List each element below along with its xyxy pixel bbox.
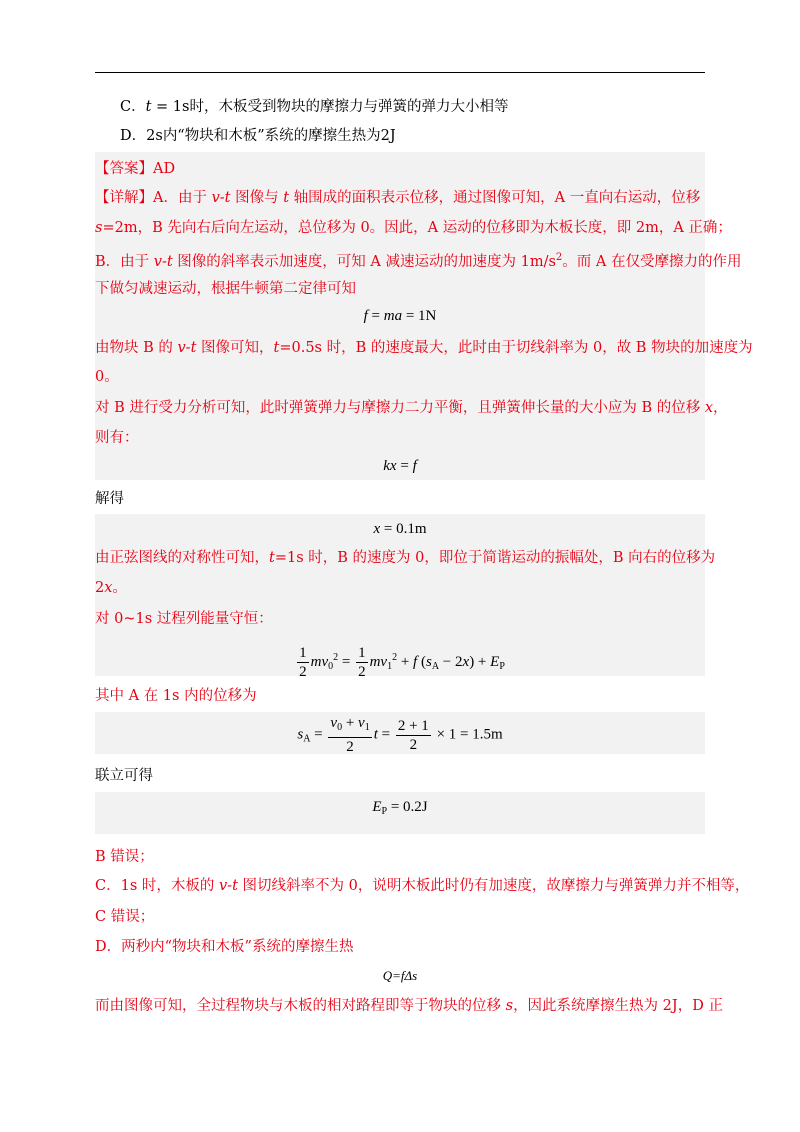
analysis-line-8: 则有：	[95, 430, 139, 446]
analysis-line-19: 而由图像可知，全过程物块与木板的相对路程即等于物块的位移 s，因此系统摩擦生热为 2J，D 正	[95, 998, 723, 1014]
analysis-line-3: B．由于 v-t 图像的斜率表示加速度，可知 A 减速运动的加速度为 $1m/s^2$。而 A 在仅受摩擦力的作用	[95, 252, 742, 270]
equation-spring: kx = f	[383, 458, 417, 474]
analysis-line-11: 2x。	[95, 580, 127, 596]
answer-line: 【答案】AD	[95, 161, 176, 177]
analysis-line-15: B 错误；	[95, 849, 154, 865]
analysis-line-5: 由物块 B 的 v-t 图像可知，t=0.5s 时，B 的速度最大，此时由于切线斜率为 0，故 B 物块的加速度为	[95, 340, 753, 356]
fraction-half-1: $\frac{1}{2}$	[299, 645, 307, 681]
analysis-line-4: 下做匀减速运动，根据牛顿第二定律可知	[95, 281, 356, 297]
analysis-line-16: C．1s 时，木板的 v-t 图切线斜率不为 0，说明木板此时仍有加速度，故摩擦力与弹簧弹力并不相等，	[95, 878, 750, 894]
analysis-line-6: 0。	[95, 369, 119, 385]
equation-sa: $s_A$ = $\frac{v_0 + v_1}{2}$ t = $\frac{2 + 1}{2}$ × 1 = 1.5m	[297, 715, 503, 755]
analysis-line-10: 由正弦图线的对称性可知，t=1s 时，B 的速度为 0，即位于简谐运动的振幅处，B 向右的位移为	[95, 550, 716, 566]
fraction-half-2: $\frac{1}{2}$	[358, 645, 366, 681]
equation-friction: f = ma = 1N	[363, 308, 437, 324]
equation-heat: Q=fΔs	[382, 968, 418, 983]
equation-x: x = 0.1m	[373, 521, 427, 537]
equation-ep: $E_P = 0.2J$	[372, 799, 428, 817]
fraction-numeric: $\frac{2 + 1}{2}$	[397, 717, 429, 753]
option-c: C．t = 1s时，木板受到物块的摩擦力与弹簧的弹力大小相等	[120, 99, 509, 115]
analysis-line-1: 【详解】A．由于 v-t 图像与 t 轴围成的面积表示位移，通过图像可知，A 一直向右运动，位移	[95, 190, 701, 206]
analysis-line-12: 对 0~1s 过程列能量守恒：	[95, 611, 273, 627]
analysis-line-18: D．两秒内“物块和木板”系统的摩擦生热	[95, 939, 354, 955]
equation-energy: $\frac{1}{2}$ $mv_0^2$ = $\frac{1}{2}$ $mv_1^2 + f$ $(s_A - 2x) + E_P$	[299, 645, 505, 681]
analysis-line-2: s=2m，B 先向右后向左运动，总位移为 0。因此，A 运动的位移即为木板长度，即 2m，A 正确；	[95, 220, 732, 236]
analysis-line-14: 联立可得	[95, 768, 153, 784]
analysis-line-7: 对 B 进行受力分析可知，此时弹簧弹力与摩擦力二力平衡，且弹簧伸长量的大小应为 B 的位移 x，	[95, 400, 728, 416]
option-d: D．2s内“物块和木板”系统的摩擦生热为2J	[120, 128, 396, 144]
header-rule	[95, 72, 705, 73]
analysis-line-9: 解得	[95, 491, 124, 507]
fraction-velocity: $\frac{v_0 + v_1}{2}$	[330, 715, 370, 755]
analysis-line-17: C 错误；	[95, 909, 155, 925]
analysis-line-13: 其中 A 在 1s 内的位移为	[95, 688, 257, 704]
